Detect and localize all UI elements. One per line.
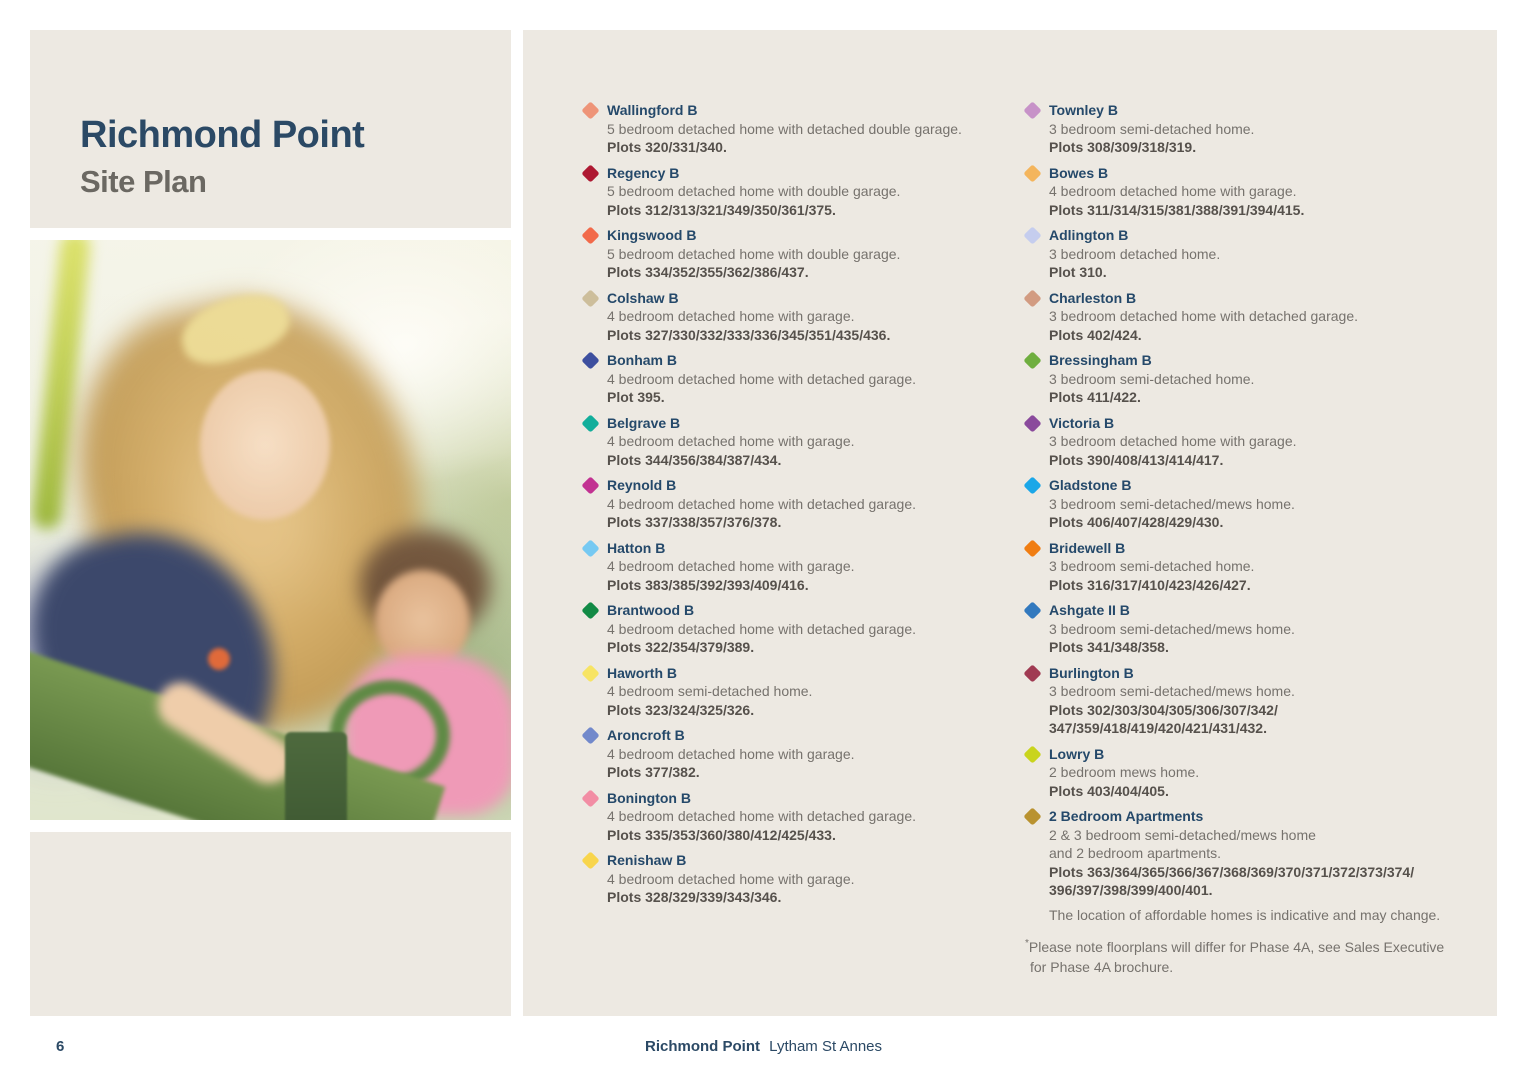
legend-item-description: 4 bedroom detached home with garage. [607, 433, 855, 449]
legend-item-description: 4 bedroom detached home with detached garage. [607, 808, 916, 824]
diamond-icon [1023, 289, 1041, 307]
legend-item-name: Wallingford B [607, 102, 698, 118]
diamond-icon [1023, 164, 1041, 182]
legend-item-plots: 347/359/418/419/420/421/431/432. [1049, 720, 1267, 736]
legend-item-plots: Plots 316/317/410/423/426/427. [1049, 576, 1251, 593]
legend-item-description: 5 bedroom detached home with double garage. [607, 183, 901, 199]
legend-item-description: 3 bedroom detached home with garage. [1049, 433, 1297, 449]
legend-item-plots: Plots 402/424. [1049, 326, 1142, 343]
legend-item-plots: Plots 335/353/360/380/412/425/433. [607, 826, 836, 843]
legend-item-plots: 396/397/398/399/400/401. [1049, 882, 1213, 898]
diamond-icon [581, 289, 599, 307]
diamond-icon [581, 726, 599, 744]
legend-item [583, 851, 1015, 907]
legend-item [1025, 664, 1493, 738]
legend-item-description: 5 bedroom detached home with detached double garage. [607, 120, 962, 137]
diamond-icon [1023, 351, 1041, 369]
legend-item-name: Renishaw B [607, 852, 687, 868]
diamond-icon [581, 414, 599, 432]
legend-item-description: 4 bedroom detached home with garage. [607, 870, 855, 887]
legend-item [583, 726, 1015, 782]
diamond-icon [581, 351, 599, 369]
legend-item-description: 4 bedroom detached home with garage. [607, 745, 855, 762]
legend-item [1025, 414, 1493, 470]
legend-item-plots: Plots 390/408/413/414/417. [1049, 451, 1224, 468]
legend-item [583, 601, 1015, 657]
legend-item [583, 101, 1015, 157]
legend-item-plots: Plots 337/338/357/376/378. [607, 514, 782, 530]
legend-item-name: Adlington B [1049, 227, 1129, 243]
legend-column-2 [1025, 101, 1493, 977]
diamond-icon [1023, 414, 1041, 432]
legend-item-description: 3 bedroom semi-detached/mews home. [1049, 620, 1295, 637]
legend-item-name: Belgrave B [607, 414, 681, 431]
legend-item [583, 164, 1015, 220]
diamond-icon [1023, 807, 1041, 825]
legend-item-description: and 2 bedroom apartments. [1049, 845, 1221, 861]
legend-item-plots: Plots 312/313/321/349/350/361/375. [607, 201, 836, 218]
legend-item-description: 4 bedroom detached home with garage. [1049, 183, 1297, 199]
legend-item [1025, 745, 1493, 801]
legend-item [583, 351, 1015, 407]
legend-item-name: Bridewell B [1049, 539, 1126, 556]
legend-item-note: The location of affordable homes is indicative and may change. [1049, 906, 1441, 923]
diamond-icon [581, 851, 599, 869]
photo-haze-overlay [30, 240, 511, 820]
legend-item-description: 3 bedroom detached home with detached garage. [1049, 308, 1358, 324]
legend-item-description: 4 bedroom detached home with garage. [607, 308, 855, 324]
legend-item-name: Lowry B [1049, 745, 1105, 762]
legend-item-name: Townley B [1049, 102, 1118, 118]
legend-item-name: Charleston B [1049, 289, 1137, 306]
page-subtitle: Site Plan [80, 164, 207, 199]
footnote-line: *Please note floorplans will differ for Phase 4A, see Sales Executive [1025, 938, 1445, 955]
legend-item [1025, 476, 1493, 532]
bottom-left-panel [30, 832, 511, 1016]
diamond-icon [1023, 745, 1041, 763]
legend-item [583, 226, 1015, 282]
footer [0, 1038, 1527, 1055]
children-playing-photo [30, 240, 511, 820]
legend-item-plots: Plots 302/303/304/305/306/307/342/ [1049, 701, 1278, 718]
legend-item-description: 4 bedroom detached home with detached garage. [607, 370, 916, 387]
legend-item-plots: Plots 403/404/405. [1049, 782, 1169, 799]
legend-item-plots: Plots 411/422. [1049, 389, 1141, 405]
legend-item-plots: Plots 341/348/358. [1049, 639, 1169, 655]
legend-item [1025, 807, 1493, 924]
footer-brand: Richmond Point [644, 1038, 760, 1055]
legend-item [1025, 164, 1493, 220]
legend-item-description: 4 bedroom semi-detached home. [607, 683, 813, 699]
legend-item-description: 2 bedroom mews home. [1049, 764, 1200, 780]
legend-item-description: 5 bedroom detached home with double garage. [607, 245, 901, 262]
legend-item [1025, 601, 1493, 657]
diamond-icon [1023, 664, 1041, 682]
legend-item [1025, 226, 1493, 282]
legend-item [583, 539, 1015, 595]
legend-item-name: Colshaw B [607, 289, 679, 306]
legend-item-description: 3 bedroom semi-detached home. [1049, 370, 1255, 387]
legend-item [1025, 351, 1493, 407]
legend-item-name: Brantwood B [607, 602, 695, 618]
legend-item [583, 664, 1015, 720]
legend-item-plots: Plots 334/352/355/362/386/437. [607, 264, 809, 280]
page-number: 6 [56, 1038, 65, 1055]
legend-item-name: Bowes B [1049, 164, 1109, 181]
legend-item-plots: Plot 310. [1049, 264, 1107, 280]
diamond-icon [581, 539, 599, 557]
legend-item-plots: Plots 322/354/379/389. [607, 639, 755, 655]
legend-item-name: Reynold B [607, 477, 677, 493]
diamond-icon [1023, 601, 1041, 619]
legend-item-name: Kingswood B [607, 227, 697, 243]
diamond-icon [1023, 226, 1041, 244]
legend-item-name: Haworth B [607, 664, 677, 681]
legend-item-plots: Plots 308/309/318/319. [1049, 139, 1197, 155]
diamond-icon [1023, 476, 1041, 494]
legend-item [1025, 101, 1493, 157]
legend-item-name: Gladstone B [1049, 477, 1132, 493]
diamond-icon [581, 101, 599, 119]
legend-item-description: 3 bedroom semi-detached home. [1049, 558, 1255, 574]
legend-item-name: Hatton B [607, 539, 666, 556]
title-panel [30, 30, 511, 228]
legend-item-plots: Plots 363/364/365/366/367/368/369/370/371/372/373/374/ [1049, 863, 1415, 880]
legend-item-name: Ashgate II B [1049, 602, 1130, 618]
legend-item-plots: Plots 383/385/392/393/409/416. [607, 576, 809, 593]
footnote-line: for Phase 4A brochure. [1030, 959, 1174, 975]
legend-item [583, 414, 1015, 470]
diamond-icon [581, 226, 599, 244]
legend-item-plots: Plots 323/324/325/326. [607, 701, 755, 718]
legend-panel [523, 30, 1497, 1016]
legend-item-description: 3 bedroom semi-detached home. [1049, 120, 1255, 137]
diamond-icon [581, 664, 599, 682]
legend-item-name: Bonham B [607, 352, 677, 368]
diamond-icon [581, 789, 599, 807]
legend-item-plots: Plots 406/407/428/429/430. [1049, 514, 1224, 530]
legend-item-description: 4 bedroom detached home with garage. [607, 558, 855, 574]
legend-item [1025, 539, 1493, 595]
legend-item-plots: Plots 344/356/384/387/434. [607, 451, 782, 468]
diamond-icon [581, 476, 599, 494]
legend-item-description: 2 & 3 bedroom semi-detached/mews home [1049, 826, 1316, 843]
diamond-icon [581, 164, 599, 182]
legend-item-description: 4 bedroom detached home with detached garage. [607, 620, 916, 637]
legend-item-name: Regency B [607, 164, 680, 181]
footer-location: Lytham St Annes [769, 1038, 883, 1055]
legend-item [583, 789, 1015, 845]
page-title: Richmond Point [80, 114, 365, 156]
legend-item-name: Bonington B [607, 789, 691, 806]
diamond-icon [1023, 539, 1041, 557]
legend-item-description: 3 bedroom semi-detached/mews home. [1049, 495, 1295, 512]
legend-item-description: 3 bedroom detached home. [1049, 245, 1221, 262]
legend-item-plots: Plots 311/314/315/381/388/391/394/415. [1049, 201, 1305, 218]
diamond-icon [1023, 101, 1041, 119]
legend-item-plots: Plots 377/382. [607, 764, 700, 780]
legend-item-name: Aroncroft B [607, 727, 685, 743]
legend-item-plots: Plots 320/331/340. [607, 139, 727, 155]
legend-column-1 [583, 101, 1015, 914]
legend-item-name: Bressingham B [1049, 352, 1152, 368]
diamond-icon [581, 601, 599, 619]
legend-item-description: 3 bedroom semi-detached/mews home. [1049, 683, 1295, 699]
legend-item-name: Burlington B [1049, 664, 1134, 681]
legend-item-plots: Plots 328/329/339/343/346. [607, 889, 782, 905]
footnote [1025, 934, 1493, 977]
legend-item-name: 2 Bedroom Apartments [1049, 808, 1204, 824]
legend-item [1025, 289, 1493, 345]
legend-item-plots: Plots 327/330/332/333/336/345/351/435/436. [607, 326, 891, 343]
legend-item-plots: Plot 395. [607, 389, 665, 405]
legend-item-name: Victoria B [1049, 414, 1115, 431]
legend-item [583, 476, 1015, 532]
legend-item [583, 289, 1015, 345]
legend-item-description: 4 bedroom detached home with detached garage. [607, 495, 916, 512]
asterisk-icon: * [1025, 938, 1029, 949]
